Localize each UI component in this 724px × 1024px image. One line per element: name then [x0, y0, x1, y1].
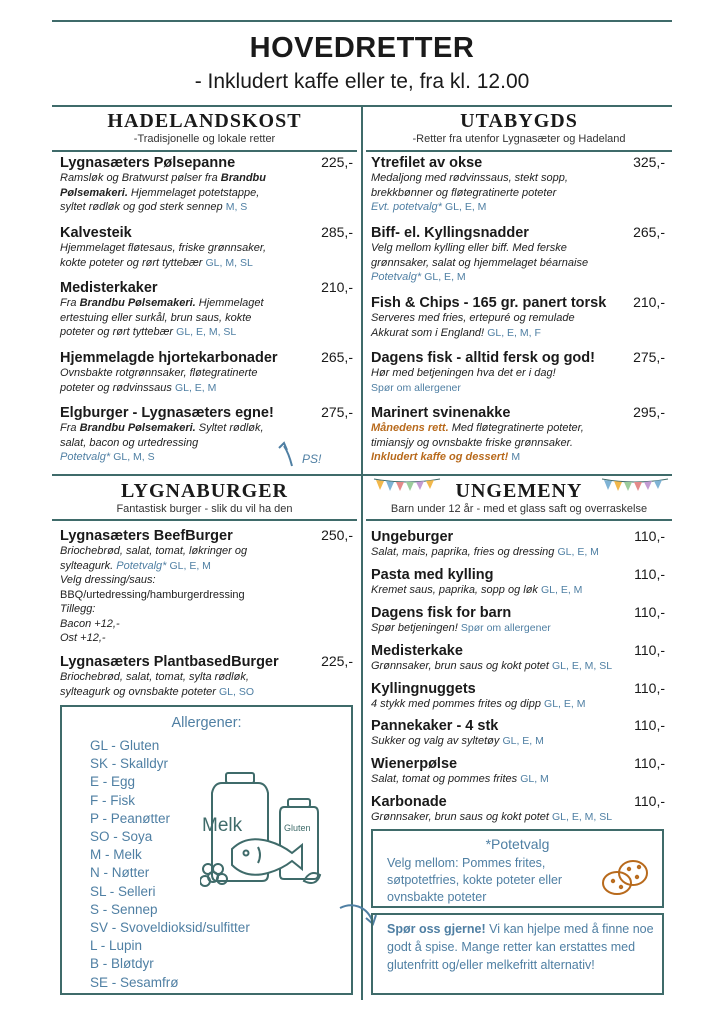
item-name: Fish & Chips - 165 gr. panert torsk [371, 295, 607, 311]
item-name: Ungeburger [371, 529, 454, 545]
item-desc: Hør med betjeningen hva det er i dag! [371, 367, 556, 379]
menu-item [371, 404, 665, 465]
item-desc: Grønnsaker, brun saus og kokt potet [371, 811, 549, 823]
hadeland-title: HADELANDSKOST [107, 110, 302, 132]
item-desc: grønnsaker, salat og hjemmelaget béarnaise [371, 256, 589, 269]
item-desc: Kremet saus, paprika, sopp og løk [371, 584, 538, 596]
item-name: Lygnasæters PlantbasedBurger [60, 654, 279, 670]
menu-item [60, 224, 353, 270]
item-potetvalg: Evt. potetvalg* [371, 201, 442, 213]
allergen-item: SO - Soya [90, 829, 153, 845]
item-price: 225,- [321, 154, 353, 170]
burger-subtitle: Fantastisk burger - slik du vil ha den [116, 503, 293, 515]
jar-label: Melk [202, 815, 243, 836]
utabygds-title: UTABYGDS [460, 110, 578, 132]
item-potetvalg: Potetvalg* [371, 271, 422, 283]
allergen-title: Allergener: [171, 715, 242, 731]
item-desc: Grønnsaker, brun saus og kokt potet [371, 660, 549, 672]
item-price: 110,- [634, 755, 665, 771]
item-name: Karbonade [371, 794, 447, 810]
item-desc: poteter og rørt tyttebær [60, 326, 174, 338]
item-allergens: Spør om allergener [460, 622, 551, 634]
menu-item [60, 349, 353, 395]
ask-bold: Spør oss gjerne! [387, 922, 486, 936]
item-desc: Sukker og valg av syltetøy [371, 735, 500, 747]
item-price: 110,- [634, 680, 665, 696]
allergen-item: SV - Svoveldioksid/sulfitter [90, 920, 250, 936]
item-desc: Briochebrød, salat, tomat, sylta rødløk, [60, 671, 249, 683]
item-desc: Hjemmelaget [195, 297, 264, 309]
dressing-options: BBQ/urtedressing/hamburgerdressing [60, 588, 245, 601]
item-allergens: GL, E, M [502, 735, 544, 747]
item-price: 295,- [633, 404, 665, 420]
utabygds-sub-rule [366, 150, 672, 152]
item-desc: Medaljong med rødvinssaus, stekt sopp, [371, 172, 568, 184]
item-desc-bold: Pølsemakeri. [60, 186, 128, 199]
allergen-item: SL - Selleri [90, 883, 156, 899]
menu-item [60, 653, 353, 699]
item-price: 110,- [634, 642, 665, 658]
menu-item [60, 527, 353, 646]
item-desc: sylteagurk. [60, 559, 114, 572]
item-desc: Velg mellom kylling eller biff. Med ferske [371, 242, 567, 254]
item-desc: Spør betjeningen! [371, 622, 458, 634]
item-potetvalg: Potetvalg* [60, 451, 111, 463]
allergen-item: GL - Gluten [90, 738, 160, 753]
menu-item [371, 528, 665, 560]
item-allergens: GL, E, M [424, 271, 466, 283]
item-price: 225,- [321, 653, 353, 669]
item-allergens: GL, M [520, 773, 549, 785]
item-desc: kokte poteter og rørt tyttebær [60, 256, 203, 269]
menu-item [371, 793, 665, 825]
item-name: Ytrefilet av okse [371, 155, 483, 171]
item-price: 275,- [321, 404, 353, 420]
item-desc-bold: Månedens rett. [371, 422, 449, 434]
burger-sub-rule [52, 519, 357, 521]
item-desc-bold: Brandbu Pølsemakeri. [79, 297, 196, 309]
item-desc: Ramsløk og Bratwurst pølser fra [60, 172, 221, 184]
item-name: Wienerpølse [371, 756, 458, 772]
item-desc: timiansjy og ovnsbakte friske grønnsaker. [371, 436, 573, 449]
item-desc: Ovnsbakte rotgrønnsaker, fløtegratinerte [60, 367, 258, 379]
item-name: Marinert svinenakke [371, 405, 511, 421]
item-name: Biff- el. Kyllingsnadder [371, 225, 529, 241]
item-allergens: GL, M, S [113, 451, 155, 463]
allergen-item: SE - Sesamfrø [90, 974, 179, 990]
item-allergens: GL, E, M, SL [552, 660, 613, 672]
dressing-label: Velg dressing/saus: [60, 574, 156, 586]
item-name: Kalvesteik [60, 225, 132, 241]
item-name: Lygnasæters Pølsepanne [60, 155, 236, 171]
kids-title: UNGEMENY [455, 480, 583, 502]
item-price: 210,- [633, 294, 665, 310]
item-price: 110,- [634, 566, 665, 582]
burger-title: LYGNABURGER [121, 480, 288, 502]
allergen-item: B - Bløtdyr [90, 956, 154, 972]
item-desc: Fra [60, 297, 80, 309]
item-desc: Briochebrød, salat, tomat, løkringer og [60, 545, 248, 557]
column-divider [361, 105, 363, 1000]
item-price: 265,- [633, 224, 665, 240]
menu-item [371, 604, 665, 636]
kids-subtitle: Barn under 12 år - med et glass saft og overraskelse [390, 503, 648, 515]
item-allergens: GL, E, M, F [487, 326, 541, 339]
menu-item [371, 680, 665, 712]
item-desc-bold: Inkludert kaffe og dessert! [371, 451, 509, 463]
allergen-item: E - Egg [90, 774, 136, 790]
page-subtitle: - Inkludert kaffe eller te, fra kl. 12.00 [194, 70, 530, 93]
item-name: Lygnasæters BeefBurger [60, 528, 233, 544]
item-allergens: GL, E, M [540, 584, 583, 596]
allergen-item: M - Melk [90, 847, 142, 863]
menu-item [371, 642, 665, 674]
item-desc: syltet rødløk og god sterk sennep [60, 201, 223, 213]
item-allergens: GL, E, M [445, 201, 487, 213]
allergen-illustration-icon [200, 769, 330, 899]
item-desc-bold: Brandbu Pølsemakeri. [79, 422, 196, 434]
item-price: 110,- [634, 604, 665, 620]
item-price: 250,- [321, 527, 353, 543]
menu-item [371, 717, 665, 749]
item-desc: Serveres med fries, ertepuré og remulade [371, 312, 575, 324]
item-name: Pannekaker - 4 stk [371, 718, 499, 734]
item-allergens: GL, E, M, SL [176, 326, 237, 338]
allergen-box [60, 705, 353, 995]
menu-item [371, 755, 665, 787]
item-allergens: GL, E, M [557, 546, 599, 558]
allergen-item: L - Lupin [90, 938, 143, 954]
item-desc: Med fløtegratinerte poteter, [448, 422, 584, 434]
ask-rest: Vi kan hjelpe med å finne noe godt å spise. Mange retter kan erstattes med glutenfritt og/eller melkefritt alternativ! [387, 922, 654, 972]
item-desc: Syltet rødløk, [195, 422, 264, 434]
item-price: 110,- [634, 717, 665, 733]
item-name: Hjemmelagde hjortekarbonader [60, 350, 278, 366]
allergen-item: SK - Skalldyr [90, 756, 169, 772]
menu-item [371, 154, 665, 215]
potato-icon [599, 851, 651, 903]
potetvalg-box [371, 829, 664, 908]
item-name: Medisterkake [371, 643, 463, 659]
item-name: Dagens fisk for barn [371, 605, 512, 621]
item-price: 325,- [633, 154, 665, 170]
extra-cheese: Ost +12,- [60, 632, 106, 644]
item-allergens: M, S [225, 201, 248, 213]
item-price: 110,- [634, 793, 665, 809]
utabygds-subtitle: -Retter fra utenfor Lygnasæter og Hadeland [412, 133, 626, 145]
item-desc: Hjemmelaget potetstappe, [127, 186, 260, 199]
item-desc: Salat, mais, paprika, fries og dressing [371, 546, 555, 558]
item-allergens: Spør om allergener [371, 381, 461, 394]
hadeland-subtitle: -Tradisjonelle og lokale retter [133, 133, 276, 145]
menu-item [371, 224, 665, 285]
menu-item [60, 279, 353, 340]
menu-item [371, 566, 665, 598]
item-name: Medisterkaker [60, 280, 158, 296]
item-desc: Fra [60, 422, 80, 434]
item-desc: salat, bacon og urtedressing [60, 436, 199, 449]
item-desc: 4 stykk med pommes frites og dipp [371, 698, 541, 710]
item-name: Kyllingnuggets [371, 681, 476, 697]
ask-text [387, 920, 654, 974]
item-allergens: GL, E, M [169, 559, 211, 572]
item-price: 285,- [321, 224, 353, 240]
extra-bacon: Bacon +12,- [60, 617, 120, 630]
item-desc: brekkbønner og fløtegratinerte poteter [371, 186, 557, 199]
item-price: 210,- [321, 279, 353, 295]
allergen-item: S - Sennep [90, 901, 158, 917]
extras-label: Tillegg: [60, 603, 96, 615]
menu-item [60, 154, 353, 215]
menu-item [371, 294, 665, 340]
item-allergens: GL, SO [219, 685, 255, 698]
item-name: Elgburger - Lygnasæters egne! [60, 405, 274, 421]
potetvalg-text: Velg mellom: Pommes frites, søtpotetfries, kokte poteter eller ovnsbakte poteter [387, 856, 563, 904]
item-desc: Akkurat som i England! [371, 326, 485, 339]
item-desc: sylteagurk og ovnsbakte poteter [60, 685, 216, 698]
item-desc: Salat, tomat og pommes frites [371, 773, 518, 785]
jar-small-label: Gluten [284, 823, 311, 833]
item-allergens: GL, E, M, SL [552, 811, 613, 823]
hadeland-sub-rule [52, 150, 357, 152]
potetvalg-title: *Potetvalg [485, 836, 550, 852]
item-price: 110,- [634, 528, 665, 544]
item-desc: poteter og rødvinssaus [60, 381, 172, 394]
kids-sub-rule [366, 519, 672, 521]
item-desc-bold: Brandbu [220, 172, 266, 184]
page-title: HOVEDRETTER [249, 32, 475, 64]
ask-box [371, 913, 664, 995]
item-allergens: M [511, 451, 521, 463]
menu-item [371, 349, 665, 395]
item-name: Pasta med kylling [371, 567, 494, 583]
allergen-item: P - Peanøtter [90, 810, 171, 826]
item-price: 275,- [633, 349, 665, 365]
item-desc: ertestuing eller surkål, brun saus, kokte [60, 311, 252, 324]
item-allergens: GL, E, M [174, 381, 217, 394]
ps-note: PS! [302, 452, 322, 466]
item-allergens: GL, M, SL [205, 256, 253, 269]
item-allergens: GL, E, M [544, 698, 586, 710]
item-desc: Hjemmelaget fløtesaus, friske grønnsaker, [60, 242, 267, 254]
allergen-item: F - Fisk [90, 792, 135, 808]
allergen-item: N - Nøtter [90, 865, 150, 881]
item-price: 265,- [321, 349, 353, 365]
top-rule [52, 20, 672, 22]
item-potetvalg: Potetvalg* [116, 559, 167, 572]
item-name: Dagens fisk - alltid fersk og god! [371, 350, 595, 366]
